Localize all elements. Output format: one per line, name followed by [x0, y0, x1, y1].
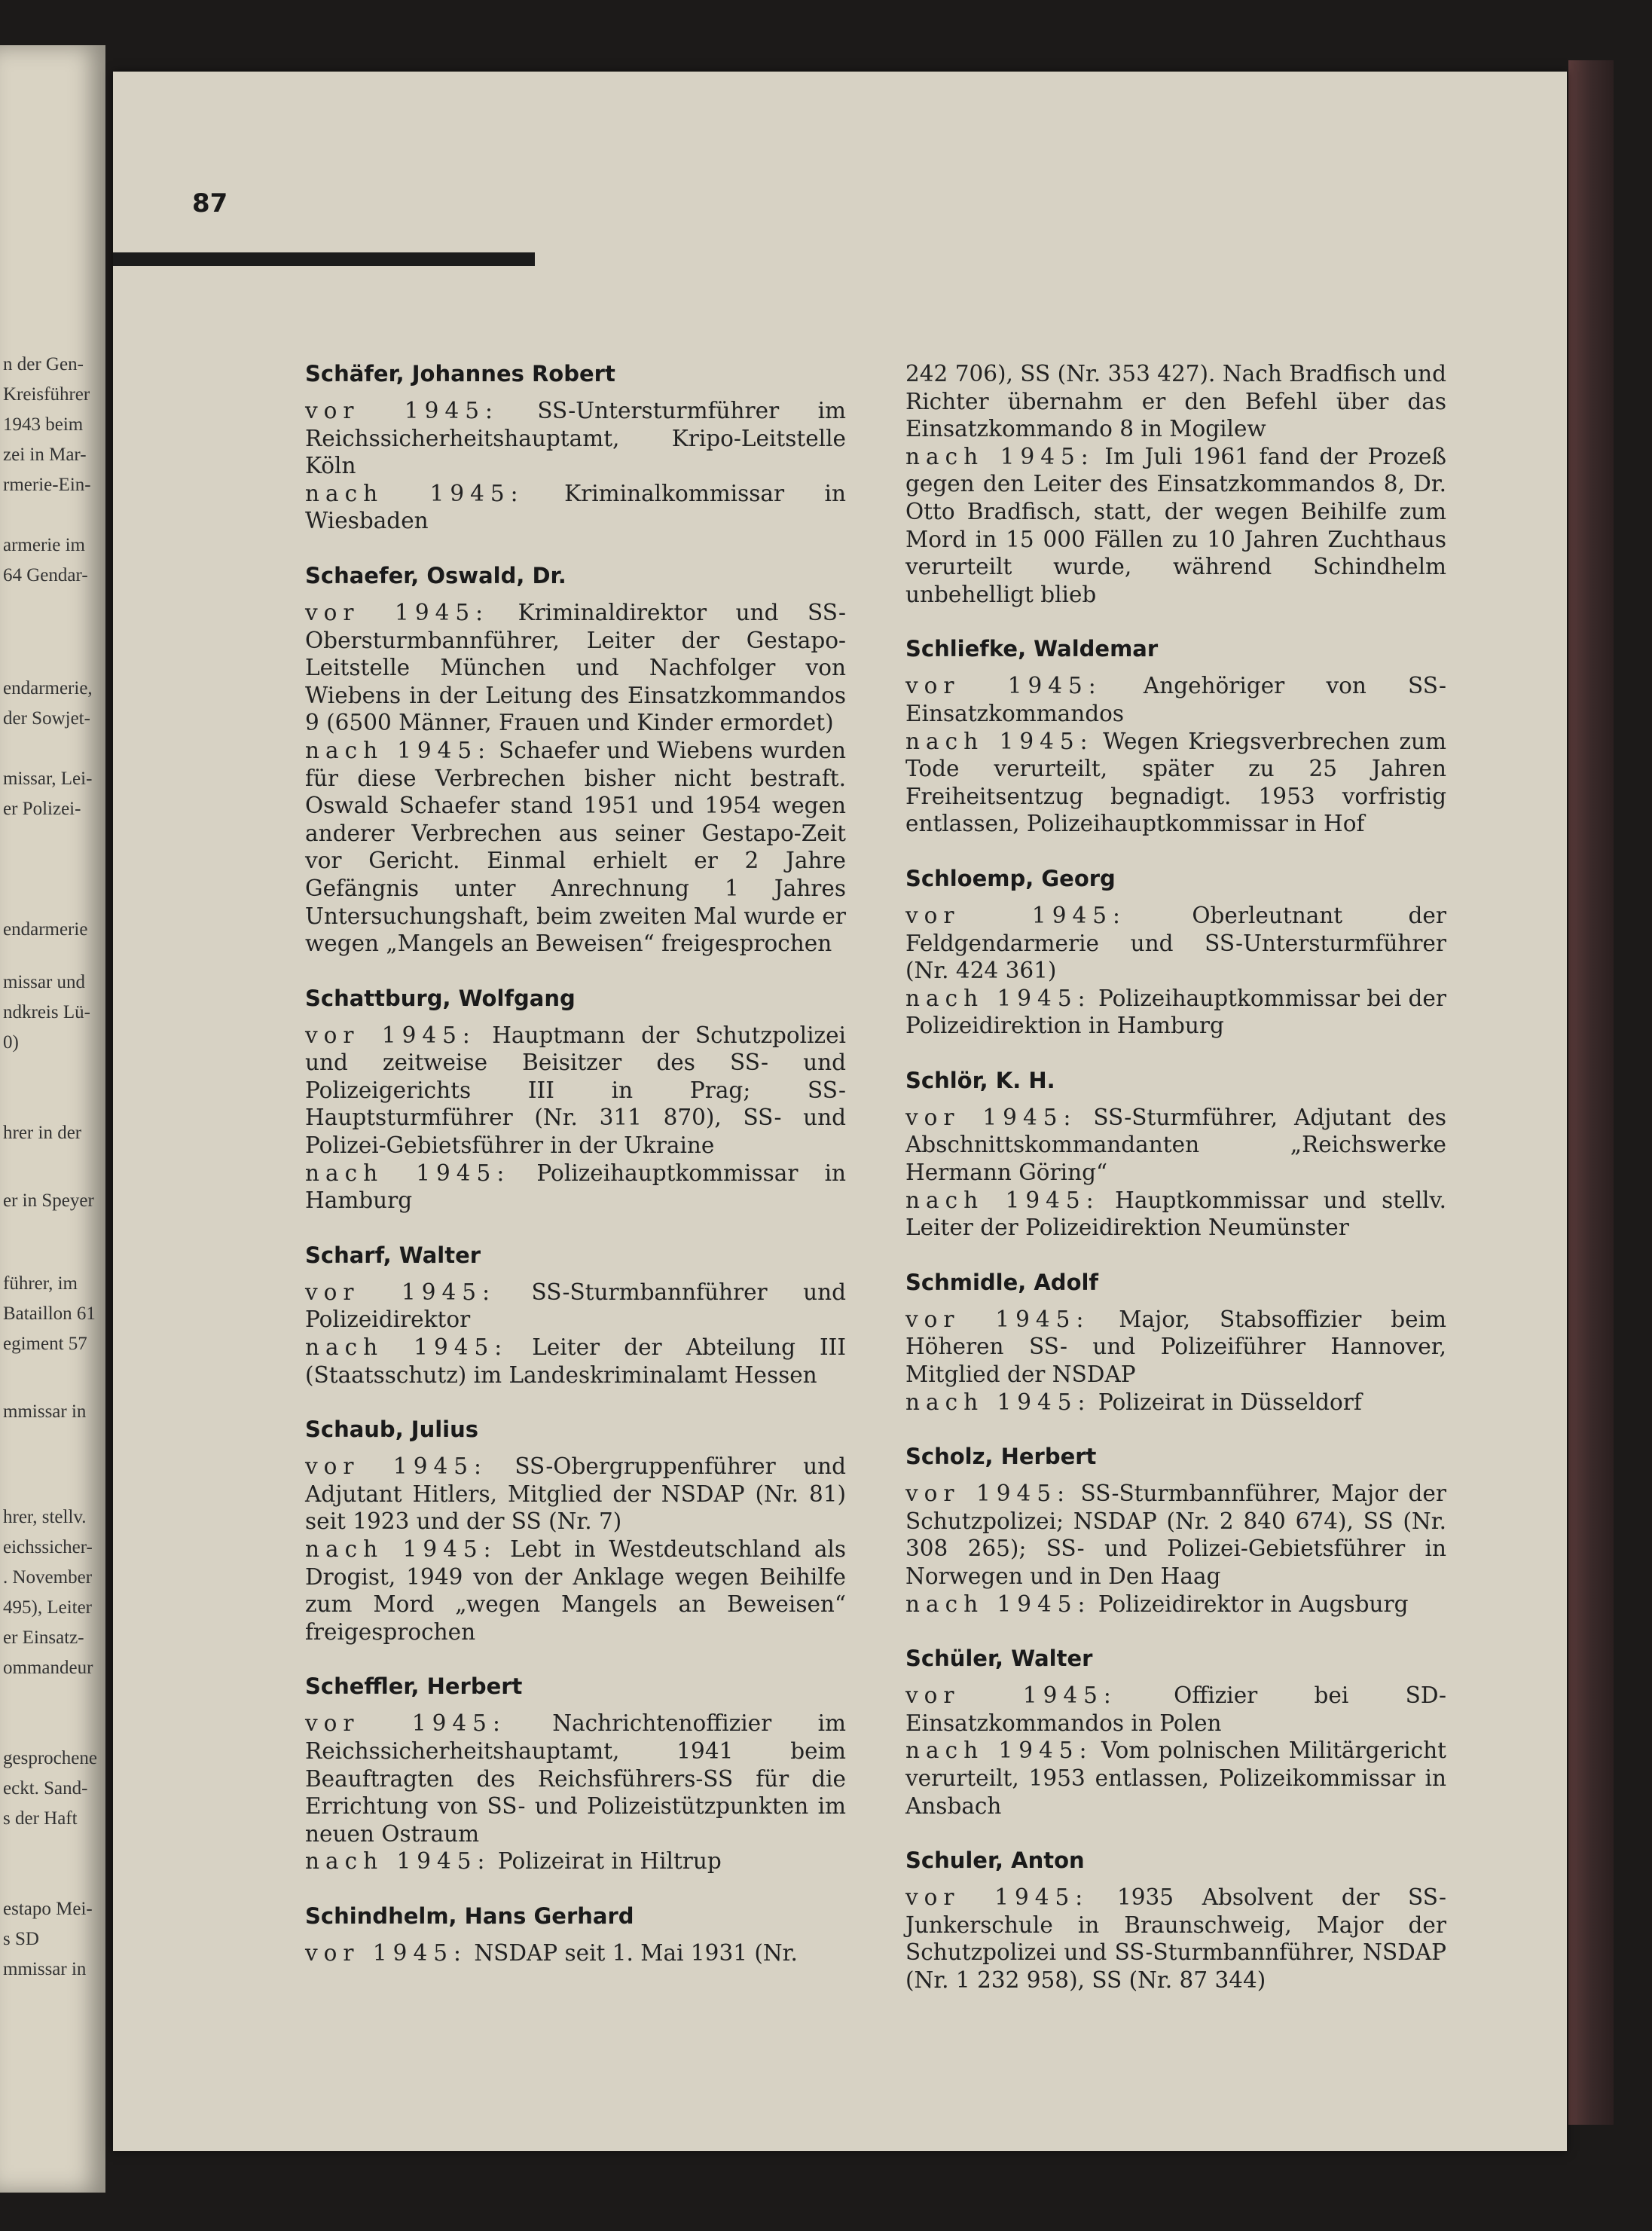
facing-page-text: mmissar in	[3, 1959, 87, 1979]
facing-page-text: Kreisführer	[3, 384, 90, 405]
nach-text: Vom polnischen Militärgericht verurteilt, 1953 entlassen, Polizeikommissar in Ansbach	[905, 1737, 1446, 1819]
book-edge	[1568, 60, 1614, 2125]
facing-page-text: zei in Mar-	[3, 445, 87, 465]
facing-page-text: armerie im	[3, 535, 85, 555]
vor-text: SS-Sturmführer, Adjutant des Abschnittskommandanten „Reichswerke Hermann Göring“	[905, 1104, 1447, 1186]
facing-page-text: s der Haft	[3, 1808, 78, 1829]
page-number: 87	[192, 188, 228, 219]
entry-after-1945	[305, 1334, 846, 1389]
facing-page-text: hrer in der	[3, 1123, 82, 1143]
entry-before-1945	[305, 397, 846, 480]
entry-name: Schlör, K. H.	[905, 1067, 1055, 1093]
facing-page-text: 64 Gendar-	[3, 565, 88, 585]
nach-text: Wegen Kriegsverbrechen zum Tode verurteilt, später zu 25 Jahren Freiheitsentzug begnadigt. 1953 vorfristig entlassen, Polizeihauptkommissar in Hof	[905, 728, 1446, 837]
vor-text: Oberleutnant der Feldgendarmerie und SS-Untersturmführer (Nr. 424 361)	[905, 902, 1446, 984]
left-column	[305, 360, 846, 1994]
vor-label: vor 1945:	[305, 1022, 476, 1048]
facing-page-fragment	[0, 45, 105, 2193]
facing-page-text: missar, Lei-	[3, 769, 93, 789]
facing-page-text: ndkreis Lü-	[3, 1002, 90, 1022]
facing-page-text: eichssicher-	[3, 1537, 93, 1557]
entry-before-1945	[905, 1104, 1446, 1187]
vor-label: vor 1945:	[905, 1306, 1090, 1332]
vor-label: vor 1945:	[905, 1104, 1077, 1130]
entry-name: Scheffler, Herbert	[305, 1673, 523, 1700]
facing-page-text: 1943 beim	[3, 414, 84, 435]
nach-text: Kriminalkommissar in Wiesbaden	[305, 480, 846, 534]
nach-text: Polizeidirektor in Augsburg	[1098, 1591, 1409, 1617]
facing-page-text: 495), Leiter	[3, 1597, 93, 1618]
entry	[905, 1443, 1446, 1618]
vor-label: vor 1945:	[305, 1939, 467, 1966]
vor-text: Kriminaldirektor und SS-Obersturmbannführer, Leiter der Gestapo-Leitstelle München und Nachfolger von Wiebens in der Leitung des Einsatzkommandos 9 (6500 Männer, Frauen und Kinder ermordet)	[305, 599, 846, 736]
entry	[905, 1067, 1446, 1242]
facing-page-text: . November	[3, 1567, 93, 1588]
vor-label: vor 1945:	[305, 599, 490, 625]
facing-page-text: eckt. Sand-	[3, 1778, 88, 1799]
continuation-nach-text: Im Juli 1961 fand der Prozeß gegen den Leiter des Einsatzkommandos 8, Dr. Otto Bradfisch, statt, der wegen Beihilfe zum Mord in 15 000 Fällen zu 10 Jahren Zuchthaus verurteilt wurde, während Schindhelm unbehelligt blieb	[905, 443, 1446, 607]
entry-name: Schmidle, Adolf	[905, 1269, 1099, 1295]
facing-page-text: der Sowjet-	[3, 708, 90, 729]
nach-label: nach 1945:	[305, 1160, 511, 1186]
facing-page-text: mmissar in	[3, 1401, 87, 1422]
entry-after-1945	[905, 1389, 1446, 1417]
continuation-vor: 242 706), SS (Nr. 353 427). Nach Bradfisch und Richter übernahm er den Befehl über das Einsatzkommando 8 in Mogilew	[905, 361, 1446, 442]
nach-label: nach 1945:	[305, 737, 492, 763]
entry-name: Scharf, Walter	[305, 1242, 481, 1268]
entry-before-1945	[905, 672, 1446, 727]
nach-text: Schaefer und Wiebens wurden für diese Verbrechen bisher nicht bestraft. Oswald Schaefer stand 1951 und 1954 wegen anderer Verbrechen aus seiner Gestapo-Zeit vor Gericht. Einmal erhielt er 2 Jahre Gefängnis unter Anrechnung 1 Jahres Untersuchungshaft, beim zweiten Mal wurde er wegen „Mangels an Beweisen“ freigesprochen	[305, 737, 846, 957]
nach-text: Hauptkommissar und stellv. Leiter der Polizeidirektion Neumünster	[905, 1187, 1446, 1241]
facing-page-text: er Polizei-	[3, 799, 81, 819]
entry-after-1945	[905, 985, 1446, 1040]
entry-before-1945	[305, 599, 846, 737]
vor-text: 1935 Absolvent der SS-Junkerschule in Braunschweig, Major der Schutzpolizei und SS-Sturmbannführer, NSDAP (Nr. 1 232 958), SS (Nr. 87 344)	[905, 1884, 1446, 1993]
entry-before-1945	[305, 1453, 846, 1536]
entry-before-1945	[305, 1022, 846, 1160]
facing-page-text: endarmerie	[3, 919, 88, 940]
vor-text: SS-Sturmbannführer und Polizeidirektor	[305, 1279, 846, 1333]
entry	[305, 1416, 846, 1646]
facing-page-text: missar und	[3, 972, 86, 992]
vor-text: Major, Stabsoffizier beim Höheren SS- und Polizeiführer Hannover, Mitglied der NSDAP	[905, 1306, 1446, 1388]
entry-after-1945	[305, 1536, 846, 1646]
vor-text: NSDAP seit 1. Mai 1931 (Nr.	[474, 1939, 798, 1966]
nach-label: nach 1945:	[905, 1737, 1093, 1764]
entry	[305, 1242, 846, 1389]
vor-label: vor 1945:	[305, 398, 499, 423]
facing-page-text: estapo Mei-	[3, 1899, 93, 1919]
vor-label: vor 1945:	[905, 1481, 1071, 1507]
continuation-nach	[905, 443, 1446, 609]
vor-label: vor 1945:	[905, 1682, 1117, 1709]
nach-label: nach 1945:	[905, 443, 1095, 469]
facing-page-text: gesprochene	[3, 1748, 97, 1768]
nach-label: nach 1945:	[905, 1591, 1092, 1617]
facing-page-text: Bataillon 61	[3, 1303, 96, 1324]
entry-name: Schäfer, Johannes Robert	[305, 361, 615, 387]
facing-page-text: führer, im	[3, 1273, 78, 1294]
nach-text: Lebt in Westdeutschland als Drogist, 1949 von der Anklage wegen Beihilfe zum Mord „wegen Mangels an Beweisen“ freigesprochen	[305, 1536, 846, 1645]
entry-name: Schliefke, Waldemar	[905, 636, 1159, 662]
vor-text: Nachrichtenoffizier im Reichssicherheitshauptamt, 1941 beim Beauftragten des Reichsführers-SS für die Errichtung von SS- und Polizeistützpunkten im neuen Ostraum	[305, 1710, 846, 1847]
entry	[305, 360, 846, 535]
facing-page-text: ommandeur	[3, 1658, 93, 1678]
facing-page-text: hrer, stellv.	[3, 1507, 87, 1527]
entry	[305, 1902, 846, 1967]
entry-before-1945	[905, 1306, 1446, 1389]
entry	[905, 1847, 1446, 1994]
facing-page-text: egiment 57	[3, 1334, 87, 1354]
nach-label: nach 1945:	[905, 1187, 1100, 1213]
vor-label: vor 1945:	[305, 1279, 496, 1305]
entry-before-1945	[905, 1682, 1446, 1737]
entry-name: Schuler, Anton	[905, 1847, 1085, 1874]
vor-text: SS-Untersturmführer im Reichssicherheitshauptamt, Kripo-Leitstelle Köln	[305, 398, 846, 479]
header-rule	[113, 252, 535, 266]
entry-before-1945	[905, 902, 1446, 985]
entry	[905, 1645, 1446, 1820]
vor-text: Angehöriger von SS-Einsatzkommandos	[905, 673, 1446, 726]
vor-text: SS-Obergruppenführer und Adjutant Hitlers, Mitglied der NSDAP (Nr. 81) seit 1923 und der SS (Nr. 7)	[305, 1453, 846, 1535]
entry	[305, 1673, 846, 1875]
vor-label: vor 1945:	[305, 1710, 506, 1737]
entry-name: Schüler, Walter	[905, 1646, 1093, 1672]
nach-text: Polizeihauptkommissar bei der Polizeidirektion in Hamburg	[905, 985, 1446, 1039]
facing-page-text: er in Speyer	[3, 1190, 94, 1211]
facing-page-text: rmerie-Ein-	[3, 475, 91, 495]
nach-text: Polizeirat in Düsseldorf	[1098, 1389, 1362, 1415]
vor-text: Offizier bei SD-Einsatzkommandos in Polen	[905, 1682, 1446, 1736]
entry	[905, 635, 1446, 838]
facing-page-text: s SD	[3, 1929, 39, 1949]
nach-label: nach 1945:	[905, 728, 1094, 754]
entry-after-1945	[905, 1737, 1446, 1820]
entry-before-1945	[305, 1939, 846, 1967]
entry-name: Schattburg, Wolfgang	[305, 985, 576, 1011]
entry-after-1945	[305, 1160, 846, 1215]
vor-label: vor 1945:	[905, 902, 1126, 928]
entry	[305, 985, 846, 1215]
vor-label: vor 1945:	[305, 1453, 487, 1480]
entry-name: Scholz, Herbert	[905, 1444, 1097, 1470]
facing-page-text: 0)	[3, 1032, 19, 1053]
entry-after-1945	[905, 728, 1446, 838]
vor-text: Hauptmann der Schutzpolizei und zeitweise Beisitzer des SS- und Polizeigerichts III in Prag; SS-Hauptsturmführer (Nr. 311 870), SS- und Polizei-Gebietsführer in der Ukraine	[305, 1022, 846, 1159]
vor-label: vor 1945:	[905, 1884, 1089, 1911]
entry	[905, 865, 1446, 1040]
facing-page-text: n der Gen-	[3, 354, 84, 374]
nach-text: Polizeihauptkommissar in Hamburg	[305, 1160, 847, 1214]
nach-label: nach 1945:	[305, 1536, 497, 1562]
entry-before-1945	[905, 1480, 1446, 1590]
right-column	[905, 360, 1446, 2022]
facing-page-text: endarmerie,	[3, 678, 93, 698]
vor-label: vor 1945:	[905, 673, 1102, 699]
entry-before-1945	[305, 1279, 846, 1334]
nach-label: nach 1945:	[905, 985, 1092, 1011]
entry-after-1945	[905, 1591, 1446, 1618]
entry-name: Schaefer, Oswald, Dr.	[305, 562, 566, 588]
entry-after-1945	[305, 480, 846, 535]
entry-name: Schaub, Julius	[305, 1417, 479, 1443]
entry-after-1945	[305, 737, 846, 958]
nach-text: Polizeirat in Hiltrup	[497, 1848, 722, 1875]
nach-label: nach 1945:	[305, 480, 524, 506]
vor-text: SS-Sturmbannführer, Major der Schutzpolizei; NSDAP (Nr. 2 840 674), SS (Nr. 308 265); SS- und Polizei-Gebietsführer in Norwegen und in Den Haag	[905, 1481, 1446, 1589]
entry-before-1945	[905, 1884, 1446, 1994]
entry-after-1945	[305, 1847, 846, 1875]
entry-after-1945	[905, 1187, 1446, 1242]
entry-name: Schloemp, Georg	[905, 865, 1116, 891]
nach-label: nach 1945:	[305, 1848, 491, 1875]
nach-text: Leiter der Abteilung III (Staatsschutz) im Landeskriminalamt Hessen	[305, 1334, 846, 1388]
entry-before-1945	[305, 1710, 846, 1847]
entry	[305, 562, 846, 958]
entry-name: Schindhelm, Hans Gerhard	[305, 1902, 634, 1929]
nach-label: nach 1945:	[305, 1334, 508, 1361]
entry	[905, 1269, 1446, 1416]
nach-label: nach 1945:	[905, 1389, 1092, 1415]
facing-page-text: er Einsatz-	[3, 1627, 84, 1648]
